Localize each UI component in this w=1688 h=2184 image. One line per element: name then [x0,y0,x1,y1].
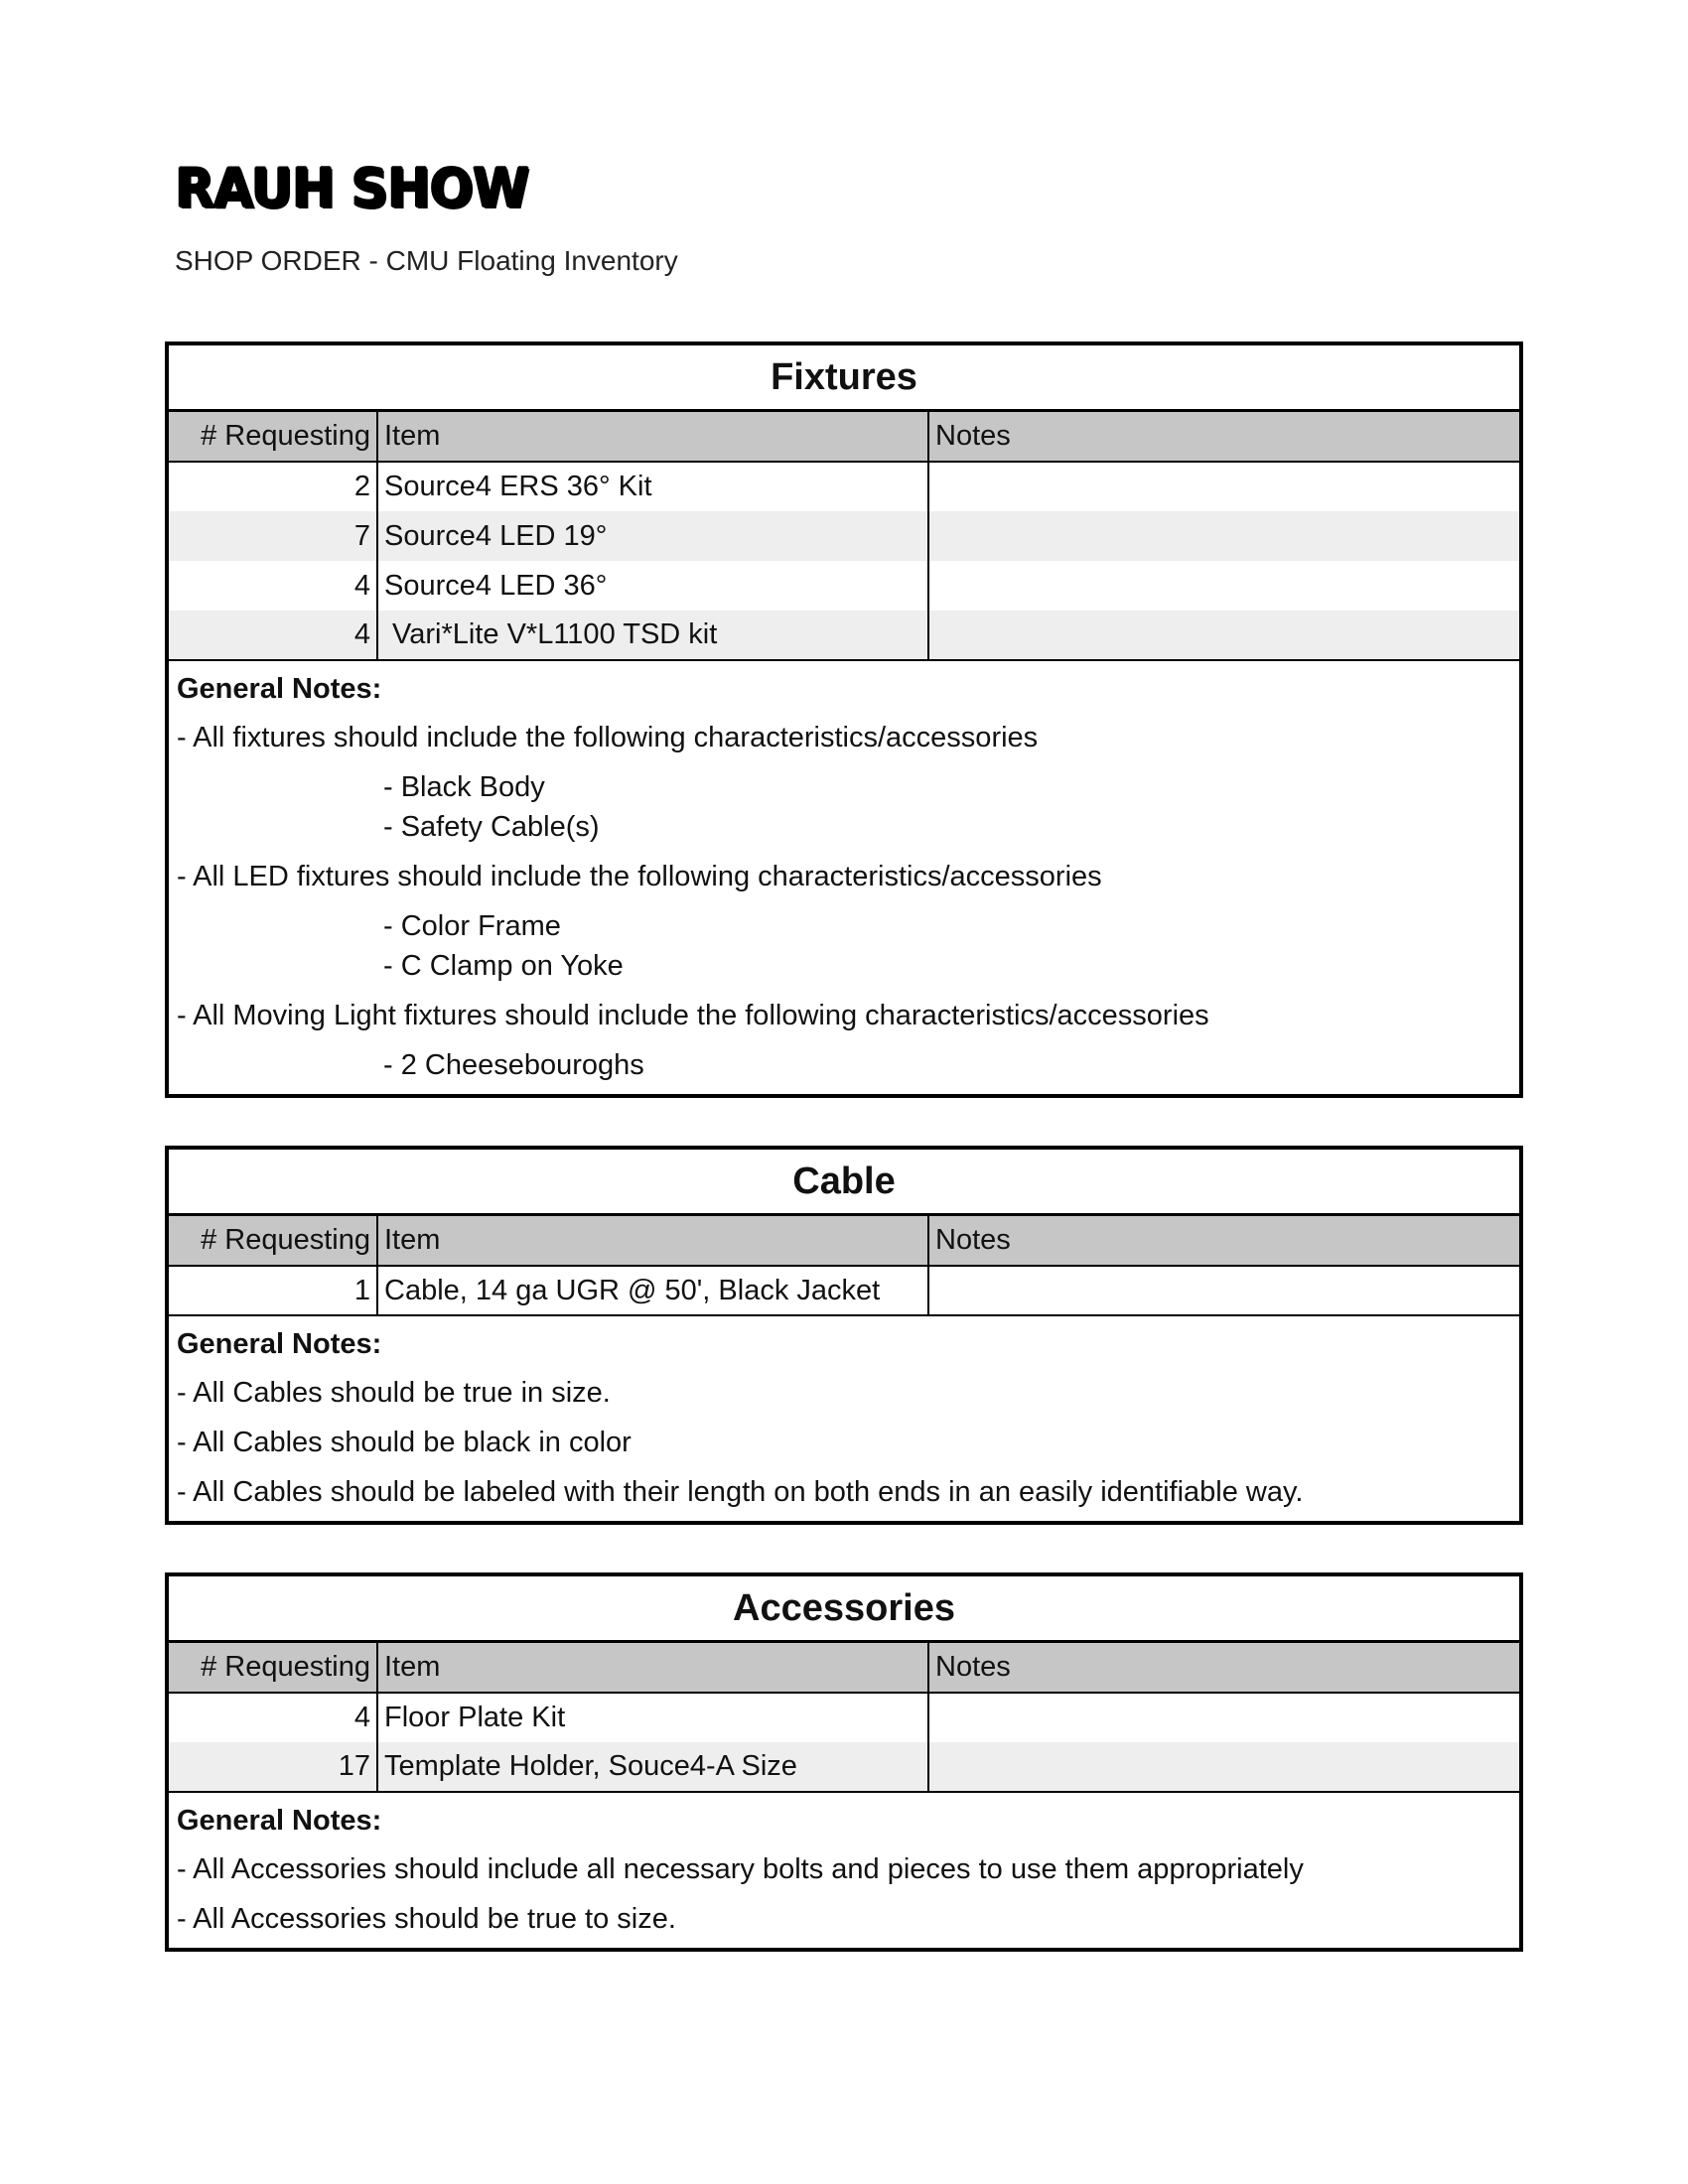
general-notes-heading: General Notes: [177,673,382,705]
accessories-section [165,1572,1523,1952]
note-line: - All Accessories should include all necessary bolts and pieces to use them appropriately [177,1853,1304,1885]
note-subline: - Safety Cable(s) [383,811,600,843]
row-item: Cable, 14 ga UGR @ 50', Black Jacket [377,1266,928,1315]
row-qty: 4 [169,611,377,660]
note-line: - All Cables should be labeled with their length on both ends in an easily identifiable way. [177,1476,1304,1508]
row-item: Source4 LED 36° [377,561,928,611]
table-row [169,611,1519,660]
document-subtitle: SHOP ORDER - CMU Floating Inventory [175,245,678,276]
row-notes [928,611,1519,660]
table-row [169,462,1519,511]
note-line: - All Accessories should be true to size. [177,1903,676,1935]
fixtures-title: Fixtures [169,345,1519,412]
row-item: Vari*Lite V*L1100 TSD kit [377,611,928,660]
col-header-requesting: # Requesting [169,1216,377,1266]
table-row [169,511,1519,561]
note-line: - All LED fixtures should include the following characteristics/accessories [177,861,1102,892]
row-notes [928,1266,1519,1315]
table-row [169,561,1519,611]
note-subline: - 2 Cheesebouroghs [383,1049,644,1081]
note-subline: - Color Frame [383,910,561,942]
col-header-requesting: # Requesting [169,1643,377,1693]
row-item: Source4 ERS 36° Kit [377,462,928,511]
row-qty: 4 [169,1693,377,1742]
accessories-title: Accessories [169,1576,1519,1643]
cable-general-notes [169,1316,1519,1521]
note-subline: - Black Body [383,771,545,803]
note-line: - All Moving Light fixtures should include the following characteristics/accessories [177,1000,1209,1031]
col-header-notes: Notes [928,1643,1519,1693]
general-notes-heading: General Notes: [177,1328,382,1360]
row-notes [928,511,1519,561]
note-line: - All Cables should be true in size. [177,1377,611,1409]
fixtures-table [169,412,1519,661]
row-notes [928,561,1519,611]
general-notes-heading: General Notes: [177,1805,382,1837]
cable-table [169,1216,1519,1316]
row-qty: 2 [169,462,377,511]
col-header-item: Item [377,412,928,462]
col-header-notes: Notes [928,1216,1519,1266]
col-header-requesting: # Requesting [169,412,377,462]
cable-title: Cable [169,1150,1519,1216]
fixtures-general-notes [169,661,1519,1094]
accessories-table [169,1643,1519,1793]
cable-section [165,1146,1523,1525]
table-row [169,1266,1519,1315]
row-item: Floor Plate Kit [377,1693,928,1742]
note-line: - All Cables should be black in color [177,1427,632,1458]
document-title: RAUH SHOW [175,157,529,220]
row-qty: 17 [169,1742,377,1792]
row-item: Source4 LED 19° [377,511,928,561]
accessories-general-notes [169,1793,1519,1948]
row-qty: 1 [169,1266,377,1315]
row-notes [928,1742,1519,1792]
note-subline: - C Clamp on Yoke [383,950,624,982]
row-qty: 7 [169,511,377,561]
note-line: - All fixtures should include the following characteristics/accessories [177,722,1039,753]
col-header-item: Item [377,1643,928,1693]
col-header-notes: Notes [928,412,1519,462]
fixtures-section [165,341,1523,1098]
row-qty: 4 [169,561,377,611]
table-row [169,1742,1519,1792]
col-header-item: Item [377,1216,928,1266]
row-notes [928,1693,1519,1742]
row-notes [928,462,1519,511]
row-item: Template Holder, Souce4-A Size [377,1742,928,1792]
table-row [169,1693,1519,1742]
